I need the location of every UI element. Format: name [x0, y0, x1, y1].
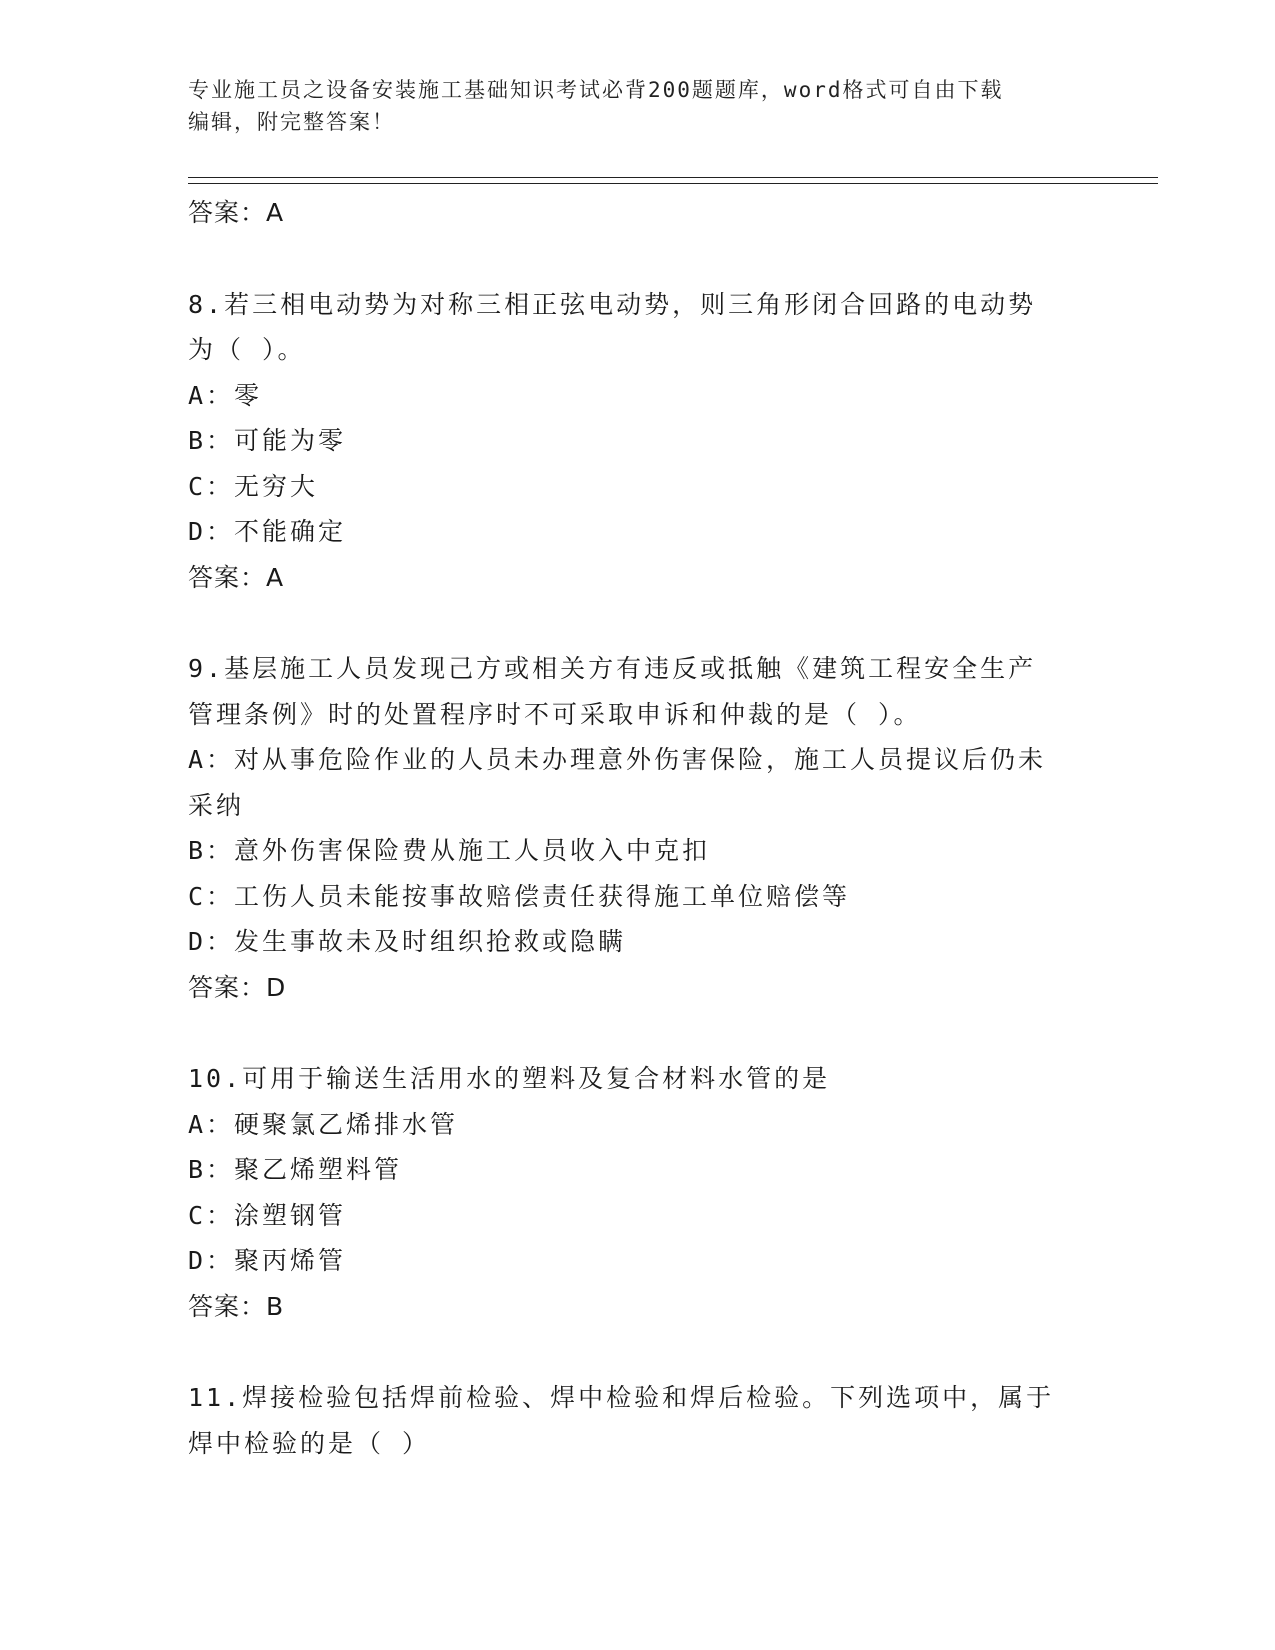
question-10-option-b: B：聚乙烯塑料管	[188, 1155, 403, 1184]
question-8-option-b: B：可能为零	[188, 426, 347, 455]
question-9-option-a-2: 采纳	[188, 790, 245, 820]
question-11	[188, 1375, 1108, 1466]
question-8-stem-2: 为（ ）。	[188, 335, 306, 364]
question-10-answer: 答案：B	[188, 1291, 285, 1321]
question-8-option-c: C：无穷大	[188, 471, 319, 501]
question-9-answer: 答案：D	[188, 972, 287, 1002]
question-list	[188, 190, 1108, 1466]
question-8	[188, 282, 1108, 601]
header-line-2: 编辑，附完整答案！	[188, 110, 395, 134]
question-10-option-c: C：涂塑钢管	[188, 1200, 347, 1230]
question-9-stem-1: 9.基层施工人员发现己方或相关方有违反或抵触《建筑工程安全生产	[188, 654, 1037, 683]
question-9-option-b: B：意外伤害保险费从施工人员收入中克扣	[188, 836, 711, 865]
question-9-stem-2: 管理条例》时的处置程序时不可采取申诉和仲裁的是（ ）。	[188, 699, 922, 729]
question-11-stem-2: 焊中检验的是（ ）	[188, 1428, 431, 1458]
question-9-option-c: C：工伤人员未能按事故赔偿责任获得施工单位赔偿等	[188, 881, 851, 911]
question-9-option-a-1: A：对从事危险作业的人员未办理意外伤害保险，施工人员提议后仍未	[188, 745, 1047, 774]
question-10-option-d: D：聚丙烯管	[188, 1246, 347, 1275]
question-10-option-a: A：硬聚氯乙烯排水管	[188, 1109, 459, 1139]
question-10-stem: 10.可用于输送生活用水的塑料及复合材料水管的是	[188, 1064, 831, 1093]
question-8-answer: 答案：A	[188, 562, 285, 592]
question-9-option-d: D：发生事故未及时组织抢救或隐瞒	[188, 927, 627, 956]
previous-answer: 答案：A	[188, 198, 285, 227]
document-header	[188, 74, 1088, 138]
question-8-option-a: A：零	[188, 380, 263, 410]
question-10	[188, 1056, 1108, 1329]
header-divider-top	[188, 177, 1158, 178]
question-8-option-d: D：不能确定	[188, 517, 347, 546]
question-8-stem-1: 8.若三相电动势为对称三相正弦电动势，则三角形闭合回路的电动势	[188, 289, 1037, 319]
header-divider-bottom	[188, 183, 1158, 184]
question-11-stem-1: 11.焊接检验包括焊前检验、焊中检验和焊后检验。下列选项中，属于	[188, 1383, 1055, 1412]
question-9	[188, 646, 1108, 1010]
header-line-1: 专业施工员之设备安装施工基础知识考试必背200题题库，word格式可自由下载	[188, 78, 1004, 102]
